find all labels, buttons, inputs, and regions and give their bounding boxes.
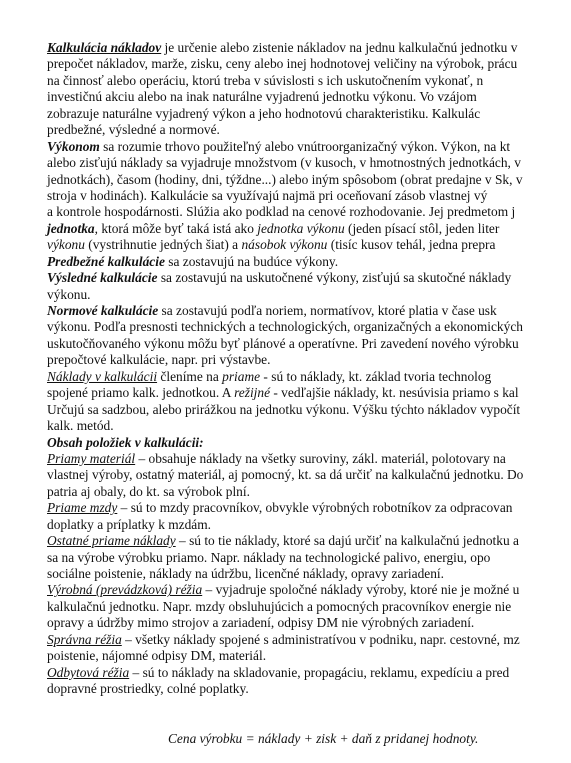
text-line [47,204,571,220]
text-line [47,550,571,566]
text-line [47,139,571,155]
text-run: uskutočňovaného výkonu môžu byť plánové a operatívne. Pri zavedení nového výrobku [47,335,519,351]
text-line [47,73,571,89]
text-line [47,467,571,483]
text-line [47,122,571,138]
text-run: výkonu. [47,286,91,302]
text-line [47,303,571,319]
text-run: dopravné prostriedky, colné poplatky. [47,681,249,697]
text-line [47,648,571,664]
text-run: (vystrihnutie jedných šiat) a [84,237,242,253]
text-line [47,402,571,418]
text-run: poistenie, nájomné odpisy DM, materiál. [47,648,267,664]
text-run: sa na výrobe výrobku priamo. Napr. náklady na technologické palivo, energiu, opo [47,549,491,565]
text-line [47,681,571,697]
text-run: – obsahuje náklady na všetky suroviny, zákl. materiál, polotovary na [135,450,506,466]
text-run: zobrazuje naturálne vyjadrený výkon a jeho hodnotovú charakteristiku. Kalkulác [47,105,481,121]
text-line [47,484,571,500]
text-run: , ktorá môže byť taká istá ako [94,220,258,236]
emphasized-term: jednotka [47,220,95,236]
text-run: sa zostavujú podľa noriem, normatívov, ktoré platia v čase usk [158,303,497,318]
text-line [47,254,571,270]
text-run: opravy a údržby mimo strojov a zariadení, odpisy DM nie výrobných zariadení. [47,615,475,631]
emphasized-term: Kalkulácia nákladov [47,40,162,55]
text-run: – sú to mzdy pracovníkov, obvykle výrobných robotníkov za odpracovan [117,500,513,516]
text-run: sa rozumie trhovo použiteľný alebo vnútroorganizačný výkon. Výkon, na kt [99,138,511,154]
text-line [47,385,571,401]
text-line [47,221,571,237]
emphasized-term: jednotka výkonu [257,220,345,236]
emphasized-term: Odbytová réžia [47,664,130,680]
text-line [47,172,571,188]
text-run: sociálne poistenie, náklady na údržbu, licenčné náklady, opravy zariadení. [47,566,444,581]
text-run: – všetky náklady spojené s administratívou v podniku, napr. cestovné, mz [121,631,520,647]
emphasized-term: Náklady v kalkulácii [47,368,158,384]
text-run: - sú to náklady, kt. základ tvoria technolog [260,368,492,384]
emphasized-term: násobok výkonu [241,237,328,253]
text-line [47,106,571,122]
text-run: Určujú sa sadzbou, alebo prirážkou na jednotku výkonu. Výšku týchto nákladov vypočít [47,401,521,417]
text-line [47,352,571,368]
text-line [47,336,571,352]
text-line [47,582,571,598]
emphasized-term: Výkonom [47,138,100,154]
text-run: členíme na [157,368,223,384]
text-run: sa zostavujú na budúce výkony. [164,253,339,269]
price-formula: Cena výrobku = náklady + zisk + daň z pridanej hodnoty. [168,731,479,746]
text-line [47,418,571,434]
text-run: investičnú akciu alebo na inak naturálne vyjadrenú jednotku výkonu. Vo vzájom [47,89,477,105]
emphasized-term: Správna réžia [47,631,122,647]
text-line [47,566,571,582]
text-run: kalkulačnú jednotku. Napr. mzdy obsluhujúcich a pomocných pracovníkov energie nie [47,598,512,614]
text-run: (tisíc kusov tehál, jedna prepra [327,237,496,253]
emphasized-term: Priame mzdy [47,500,118,516]
text-run: - vedľajšie náklady, kt. nesúvisia priamo s kal [270,385,519,401]
text-run: – sú to náklady na skladovanie, propagáciu, reklamu, expedíciu a pred [129,664,510,680]
text-line [47,56,571,72]
text-line [47,287,571,303]
emphasized-term: Predbežné kalkulácie [47,253,165,269]
text-run: prepočet nákladov, marže, zisku, ceny alebo inej hodnotovej veličiny na výrobok, prácu [47,56,518,72]
text-line [47,533,571,549]
emphasized-term: Výrobná (prevádzková) réžia [47,582,203,598]
text-line [47,435,571,451]
text-line [47,188,571,204]
emphasized-term: Ostatné priame náklady [47,533,176,549]
text-run: sa zostavujú na uskutočnené výkony, zisťujú sa skutočné náklady [157,270,512,286]
text-run: je určenie alebo zistenie nákladov na jednu kalkulačnú jednotku v [161,40,518,55]
emphasized-term: režijné [234,385,271,401]
emphasized-term: Priamy materiál [47,450,136,466]
text-line [47,599,571,615]
emphasized-term: Obsah položiek v kalkulácii: [47,434,204,450]
text-run: spojené priamo kalk. jednotkou. A [47,385,235,401]
text-line [47,369,571,385]
text-line [47,451,571,467]
text-run: kalk. metód. [47,418,114,434]
text-line [47,632,571,648]
text-run: patria aj obaly, do kt. sa výrobok plní. [47,483,250,499]
text-line [47,40,571,56]
text-line [47,237,571,253]
text-run: alebo zisťujú náklady sa vyjadruje množstvom (v kusoch, v hmotnostných jednotkách, v [47,155,521,171]
emphasized-term: Normové kalkulácie [47,303,159,318]
text-line [47,89,571,105]
text-run: predbežné, výsledné a normové. [47,122,220,138]
text-line [47,615,571,631]
text-run: (jeden písací stôl, jeden liter [344,220,500,236]
text-run: doplatky a príplatky k mzdám. [47,516,211,532]
text-run: prepočtové kalkulácie, napr. pri výstavbe. [47,352,271,368]
text-run: na činnosť alebo operáciu, ktorú treba v súvislosti s ich uskutočnením vykonať, n [47,72,484,88]
text-run: – vyjadruje spoločné náklady výroby, ktoré nie je možné u [202,582,520,598]
text-line [47,319,571,335]
text-run: – sú to tie náklady, ktoré sa dajú určiť na kalkulačnú jednotku a [175,533,519,549]
text-run: stroja v hodinách). Kalkulácie sa využívajú najmä pri oceňovaní zásob vlastnej vý [47,187,488,203]
emphasized-term: Výsledné kalkulácie [47,270,158,286]
text-run: jednotkách), časom (hodiny, dni, týždne...) alebo iným spôsobom (obrat predajne v Sk, v [47,171,523,187]
text-line [47,500,571,516]
emphasized-term: výkonu [47,237,85,253]
emphasized-term: priame [222,368,261,384]
text-line [47,665,571,681]
text-run: výkonu. Podľa presnosti technických a technologických, organizačných a ekonomických [47,319,523,335]
document-body [47,40,571,698]
text-run: vlastnej výroby, ostatný materiál, aj pomocný, kt. sa dá určiť na kalkulačnú jednotku. Do [47,467,524,483]
text-line [47,155,571,171]
text-line [47,517,571,533]
text-run: a kontrole hospodárnosti. Slúžia ako podklad na cenové rozhodovanie. Jej predmetom j [47,204,516,220]
text-line [47,270,571,286]
